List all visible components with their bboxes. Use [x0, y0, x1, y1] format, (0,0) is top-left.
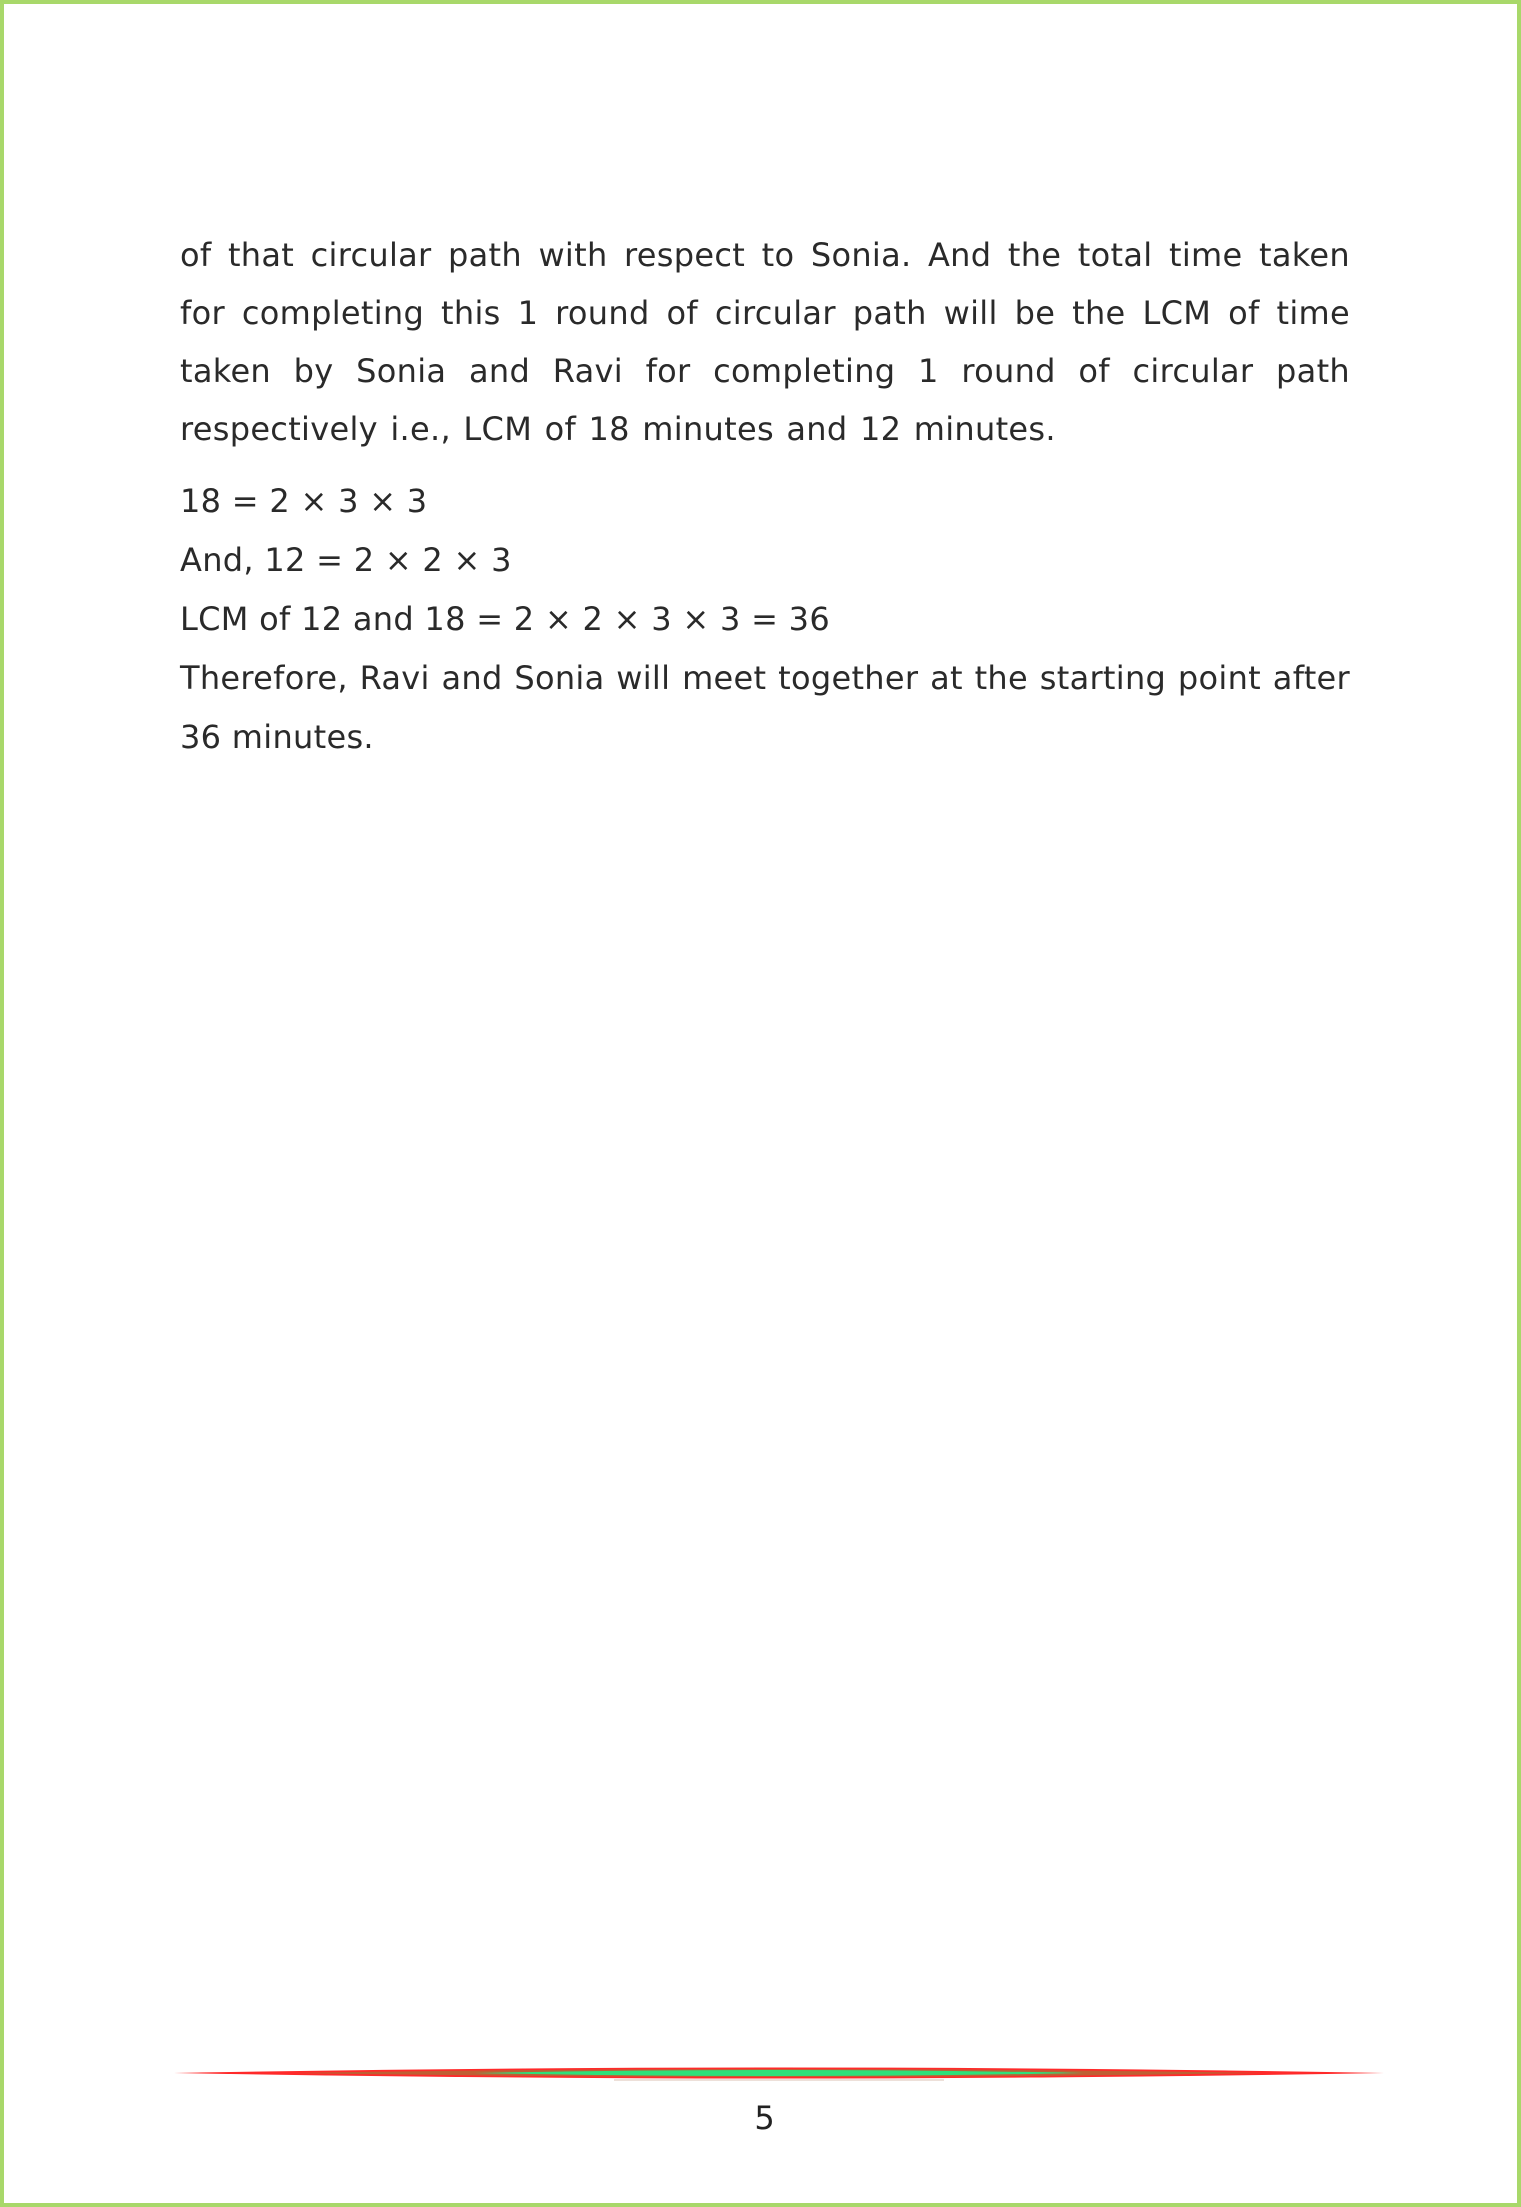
- decorative-footer-rule: [174, 2064, 1384, 2082]
- conclusion-text: Therefore, Ravi and Sonia will meet together at the starting point after 36 minutes.: [180, 659, 1350, 756]
- page-content: [180, 226, 1350, 767]
- lcm-calculation: LCM of 12 and 18 = 2 × 2 × 3 × 3 = 36: [180, 600, 830, 638]
- page-number: 5: [754, 2099, 775, 2137]
- factorization-18: 18 = 2 × 3 × 3: [180, 482, 428, 520]
- calculation-block: [180, 472, 1350, 767]
- body-paragraph: of that circular path with respect to Sonia. And the total time taken for completing this 1 round of circular path will be the LCM of time taken by Sonia and Ravi for completing 1 round of circular path respectively i.e., LCM of 18 minutes and 12 minutes.: [180, 236, 1350, 448]
- factorization-12: And, 12 = 2 × 2 × 3: [180, 541, 512, 579]
